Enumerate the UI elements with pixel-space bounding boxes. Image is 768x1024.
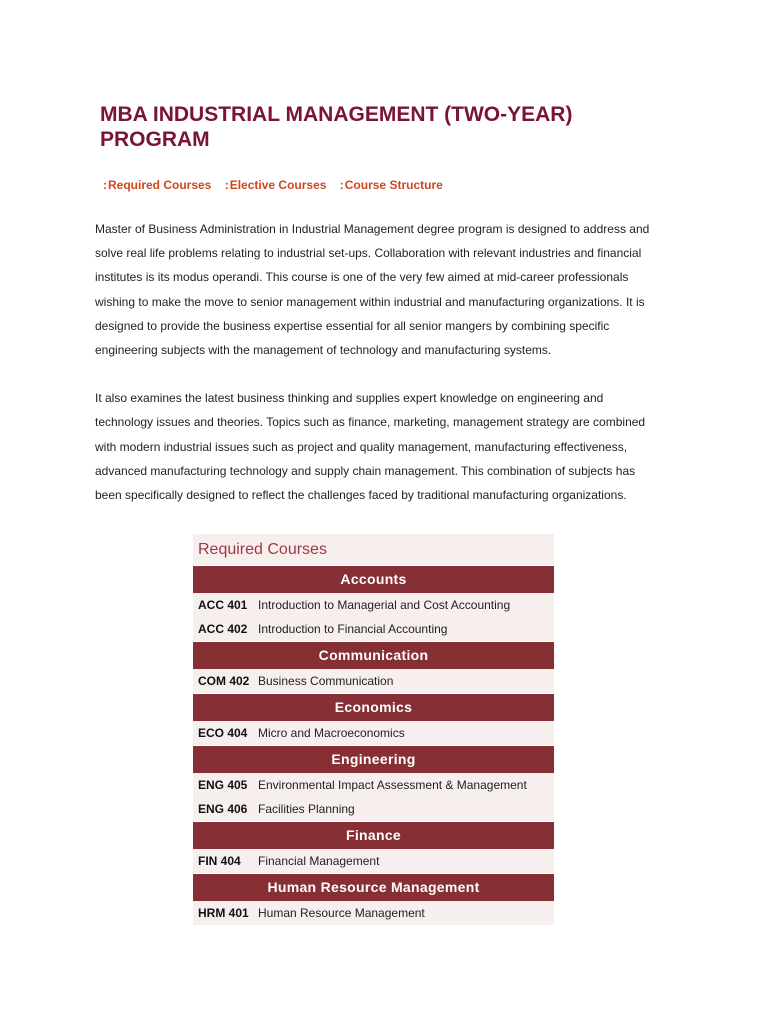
course-code: ENG 406: [198, 802, 248, 816]
elective-courses-link[interactable]: [225, 178, 327, 192]
group-header-communication: Communication: [193, 641, 554, 669]
course-code: ACC 402: [198, 622, 248, 636]
required-courses-link[interactable]: [103, 178, 211, 192]
intro-paragraph-1: Master of Business Administration in Industrial Management degree program is designed to address and solve real life problems relating to industrial set-ups. Collaboration with relevant industries and financial institutes is its modus operandi. This course is one of the very few aimed at mid-career professionals wishing to make the move to senior management within industrial and manufacturing organizations. It is designed to provide the business expertise essential for all senior mangers by combining specific engineering subjects with the management of technology and manufacturing systems.: [95, 222, 650, 358]
table-row: [193, 593, 554, 617]
course-code: HRM 401: [198, 906, 249, 920]
course-code: ECO 404: [198, 726, 248, 740]
link-bullet: :: [224, 178, 229, 192]
course-code: ACC 401: [198, 598, 248, 612]
link-bullet: :: [103, 178, 107, 192]
course-name: Introduction to Managerial and Cost Accounting: [258, 598, 511, 612]
table-row: [193, 901, 554, 925]
table-row: [193, 797, 554, 821]
group-header-human-resource-management: Human Resource Management: [193, 873, 554, 901]
table-row: [193, 721, 554, 745]
quick-links: [103, 178, 453, 192]
elective-courses-link-label: Elective Courses: [229, 178, 327, 192]
required-courses-table: [193, 534, 554, 925]
group-header-engineering: Engineering: [193, 745, 554, 773]
group-header-accounts: Accounts: [193, 565, 554, 593]
table-row: [193, 669, 554, 693]
course-structure-link[interactable]: [340, 178, 443, 192]
course-code: ENG 405: [198, 778, 248, 792]
course-code: FIN 404: [198, 854, 241, 868]
link-bullet: :: [339, 178, 344, 192]
program-description: [95, 217, 655, 531]
table-row: [193, 617, 554, 641]
course-name: Environmental Impact Assessment & Management: [258, 778, 527, 792]
intro-paragraph-2: It also examines the latest business thinking and supplies expert knowledge on engineering and technology issues and theories. Topics such as finance, marketing, management strategy are combined with modern industrial issues such as project and quality management, manufacturing effectiveness, advanced manufacturing technology and supply chain management. This combination of subjects has been specifically designed to reflect the challenges faced by traditional manufacturing organizations.: [95, 391, 646, 503]
table-title: Required Courses: [198, 541, 327, 558]
course-name: Introduction to Financial Accounting: [258, 622, 448, 636]
course-name: Human Resource Management: [258, 906, 425, 920]
course-structure-link-label: Course Structure: [344, 178, 443, 192]
group-header-finance: Finance: [193, 821, 554, 849]
required-courses-link-label: Required Courses: [108, 178, 212, 192]
course-name: Financial Management: [258, 854, 380, 868]
group-header-economics: Economics: [193, 693, 554, 721]
course-code: COM 402: [198, 674, 250, 688]
page-title: MBA INDUSTRIAL MANAGEMENT (TWO-YEAR) PROGRAM: [100, 103, 573, 151]
table-row: [193, 849, 554, 873]
course-name: Facilities Planning: [258, 802, 355, 816]
course-name: Business Communication: [258, 674, 394, 688]
course-name: Micro and Macroeconomics: [258, 726, 405, 740]
table-row: [193, 773, 554, 797]
